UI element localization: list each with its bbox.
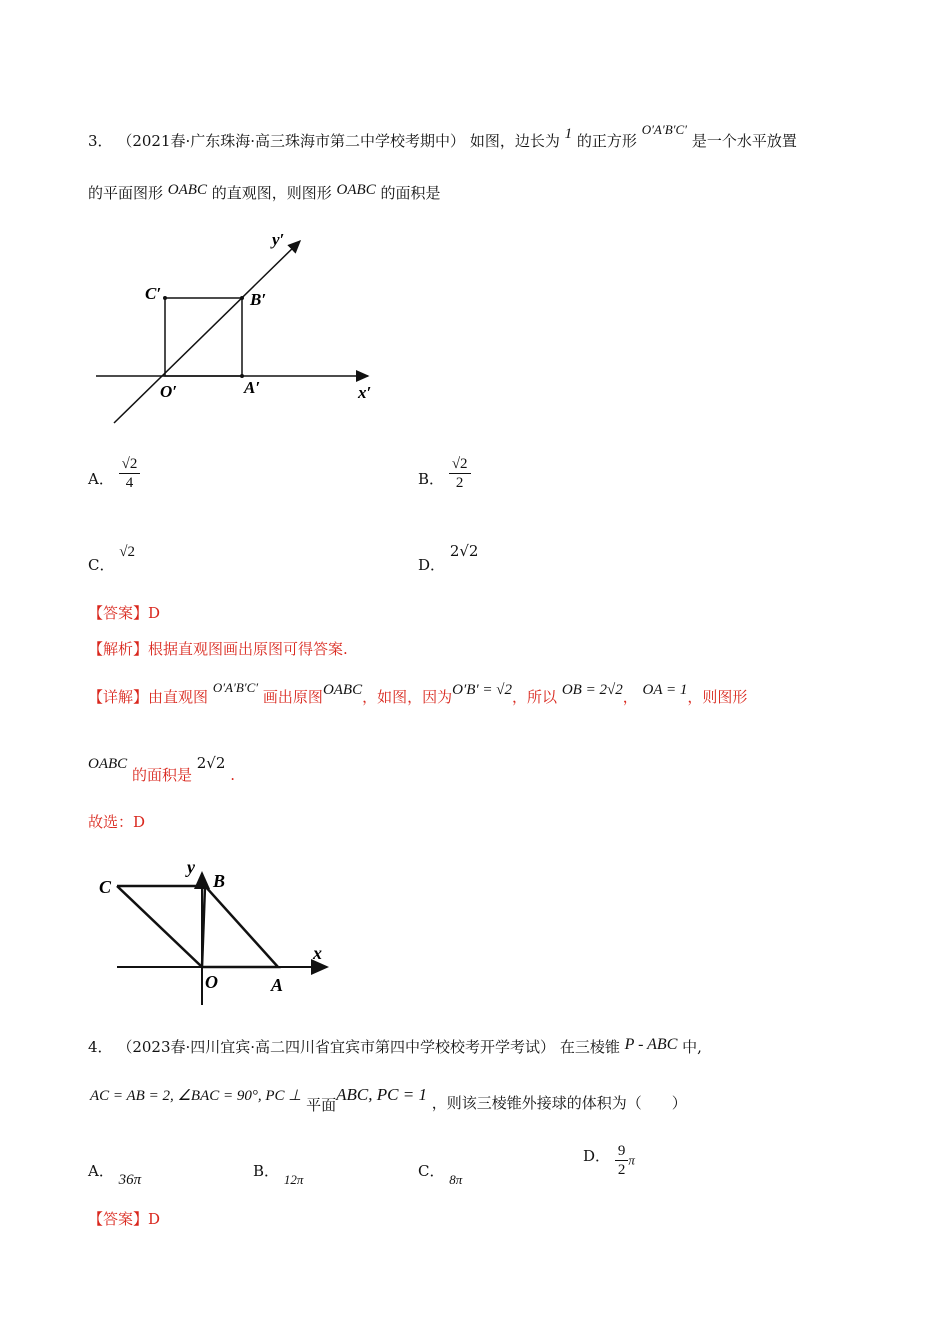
detail-figure-prime: O′A′B′C′ bbox=[212, 680, 259, 695]
q3-choose bbox=[88, 811, 145, 832]
label-y2: y bbox=[187, 857, 195, 877]
detail-text3: ，如图，因为 bbox=[362, 688, 453, 706]
detail-text1: 由直观图 bbox=[148, 688, 209, 706]
q3-oblique-diagram bbox=[90, 225, 390, 435]
detail-eq3: OA = 1 bbox=[642, 682, 688, 698]
detail-text2: 画出原图 bbox=[262, 688, 323, 706]
q4-pyramid: P - ABC bbox=[624, 1036, 678, 1053]
q3-text4: 的平面图形 bbox=[88, 184, 164, 202]
option-a-label: A． bbox=[88, 469, 114, 488]
q3-option-d[interactable] bbox=[418, 540, 479, 574]
detail-figure-b: OABC bbox=[88, 756, 128, 772]
option-a-num: √2 bbox=[119, 455, 141, 474]
q4-plane: 平面 bbox=[306, 1096, 337, 1114]
option-c-value: √2 bbox=[119, 544, 135, 560]
q4-condition1: AC = AB = 2, ∠BAC = 90°, PC ⊥ bbox=[90, 1088, 302, 1104]
y-axis bbox=[114, 241, 300, 423]
label-o2: O bbox=[205, 972, 218, 992]
q4-option-d[interactable] bbox=[583, 1142, 635, 1179]
q4-answer-value: D bbox=[148, 1210, 161, 1228]
answer-value: D bbox=[148, 604, 161, 622]
point-c bbox=[163, 296, 167, 300]
q3-text1: 如图，边长为 bbox=[469, 132, 560, 150]
q3-figure-b: OABC bbox=[336, 182, 376, 198]
q4-option-d-fraction bbox=[615, 1142, 629, 1179]
q4-source: （2023春·四川宜宾·高二四川省宜宾市第四中学校校考开学考试） bbox=[117, 1038, 556, 1056]
label-a: A′ bbox=[244, 378, 261, 397]
q3-figure-prime: O′A′B′C′ bbox=[641, 122, 688, 137]
option-a-fraction bbox=[119, 455, 141, 492]
detail-eq1: O′B′ = √2 bbox=[452, 682, 513, 698]
option-b-num: √2 bbox=[449, 455, 471, 474]
q3-figure: OABC bbox=[167, 182, 207, 198]
detail-tag: 【详解】 bbox=[88, 688, 149, 706]
option-d-label: D． bbox=[418, 556, 446, 574]
q3-answer bbox=[88, 602, 160, 623]
label-y: y′ bbox=[272, 230, 285, 249]
q4-line2 bbox=[90, 1084, 687, 1114]
q3-text2: 的正方形 bbox=[576, 132, 637, 150]
q3-detail-line2 bbox=[88, 752, 235, 784]
point-b bbox=[240, 296, 244, 300]
detail-value: 2√2 bbox=[196, 754, 226, 772]
q4-text1: 在三棱锥 bbox=[559, 1038, 620, 1056]
option-d-value: 2√2 bbox=[449, 542, 479, 560]
q3-option-c[interactable] bbox=[88, 540, 135, 574]
q4-option-a[interactable] bbox=[88, 1160, 142, 1188]
detail-comma: ， bbox=[622, 688, 638, 706]
q4-option-d-pi: π bbox=[628, 1152, 635, 1168]
detail-text5: ，则图形 bbox=[687, 688, 748, 706]
label-c: C′ bbox=[145, 284, 162, 303]
quadrilateral bbox=[117, 886, 278, 967]
q4-text2: 中, bbox=[682, 1038, 702, 1056]
q3-analysis bbox=[88, 638, 348, 659]
analysis-tag: 【解析】 bbox=[88, 640, 149, 658]
label-a2: A bbox=[271, 975, 284, 995]
q3-text5: 的直观图，则图形 bbox=[211, 184, 332, 202]
detail-text6: 的面积是 bbox=[131, 766, 192, 784]
analysis-text: 根据直观图画出原图可得答案. bbox=[148, 640, 348, 658]
q4-option-a-value: 36π bbox=[118, 1172, 142, 1188]
option-a-den: 4 bbox=[125, 475, 134, 491]
label-c2: C bbox=[99, 877, 112, 897]
q4-number: 4． bbox=[88, 1038, 113, 1056]
q3-text3: 是一个水平放置 bbox=[691, 132, 797, 150]
option-b-den: 2 bbox=[455, 475, 464, 491]
q3-text6: 的面积是 bbox=[380, 184, 441, 202]
q4-option-c[interactable] bbox=[418, 1160, 463, 1187]
label-x2: x bbox=[313, 943, 322, 963]
q3-side: 1 bbox=[564, 126, 573, 142]
q4-option-c-value: 8π bbox=[449, 1172, 463, 1187]
q4-option-b-value: 12π bbox=[283, 1172, 304, 1187]
q4-option-b[interactable] bbox=[253, 1160, 304, 1187]
label-b: B′ bbox=[250, 290, 267, 309]
answer-tag: 【答案】 bbox=[88, 604, 149, 622]
q3-line1 bbox=[88, 122, 797, 151]
q4-line1 bbox=[88, 1036, 702, 1057]
q3-option-a[interactable] bbox=[88, 455, 140, 492]
detail-figure: OABC bbox=[322, 682, 363, 698]
choose-text: 故选：D bbox=[88, 813, 146, 831]
detail-end: . bbox=[230, 766, 235, 784]
q4-answer bbox=[88, 1208, 160, 1229]
q3-line2 bbox=[88, 182, 441, 203]
label-b2: B bbox=[213, 871, 226, 891]
label-x: x′ bbox=[358, 383, 372, 402]
q4-option-b-label: B． bbox=[253, 1162, 280, 1180]
detail-eq2: OB = 2√2 bbox=[561, 682, 623, 698]
q3-source: （2021春·广东珠海·高三珠海市第二中学校考期中） bbox=[117, 132, 466, 150]
q3-option-b[interactable] bbox=[418, 455, 471, 492]
q3-number: 3． bbox=[88, 132, 113, 150]
label-o: O′ bbox=[160, 382, 178, 401]
option-b-label: B． bbox=[418, 469, 445, 488]
detail-text4: ，所以 bbox=[512, 688, 558, 706]
q3-detail-line1 bbox=[88, 680, 748, 707]
q4-option-d-den: 2 bbox=[615, 1160, 629, 1179]
q4-option-c-label: C． bbox=[418, 1162, 445, 1180]
option-b-fraction bbox=[449, 455, 471, 492]
q4-option-d-num: 9 bbox=[617, 1143, 626, 1159]
q4-condition2: ABC, PC = 1 bbox=[336, 1085, 427, 1104]
q3-original-diagram bbox=[95, 855, 345, 1010]
q4-text3: ，则该三棱锥外接球的体积为（ ） bbox=[431, 1094, 687, 1112]
q4-option-a-label: A． bbox=[88, 1162, 114, 1180]
option-c-label: C． bbox=[88, 556, 115, 574]
q4-answer-tag: 【答案】 bbox=[88, 1210, 149, 1228]
q4-option-d-label: D． bbox=[583, 1146, 611, 1165]
